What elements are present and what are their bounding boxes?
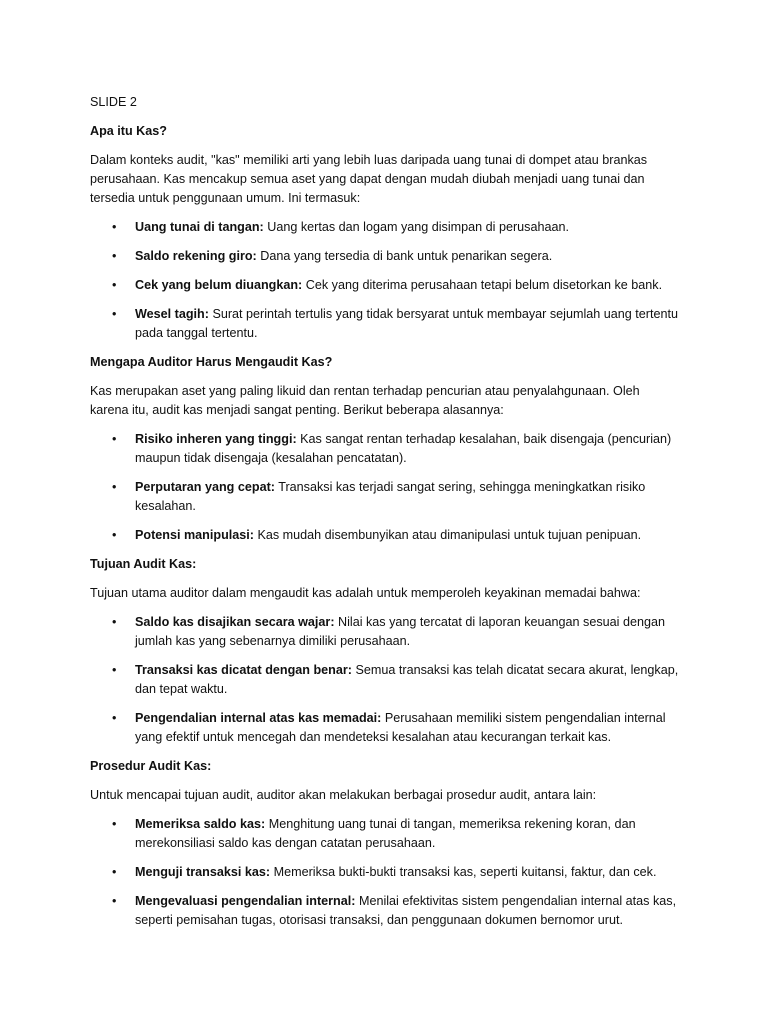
list-item-description: Menilai efektivitas sistem pengendalian internal atas kas, seperti pemisahan tugas, otorisasi transaksi, dan penggunaan dokumen bernomor urut. (135, 894, 677, 927)
list-item-term: Potensi manipulasi: (135, 528, 254, 542)
list-item (90, 892, 680, 930)
section (90, 555, 680, 747)
list-item-description: Semua transaksi kas telah dicatat secara akurat, lengkap, dan tepat waktu. (135, 663, 679, 696)
list-item-term: Pengendalian internal atas kas memadai: (135, 711, 382, 725)
bullet-icon: • (112, 278, 117, 292)
document-body (90, 93, 680, 940)
list-item (90, 613, 680, 651)
section (90, 353, 680, 545)
list-item (90, 305, 680, 343)
bullet-list (90, 815, 680, 930)
list-item (90, 526, 680, 545)
list-item-term: Cek yang belum diuangkan: (135, 278, 303, 292)
bullet-icon: • (112, 865, 117, 879)
bullet-icon: • (112, 894, 117, 908)
section-heading: Apa itu Kas? (90, 124, 167, 138)
section (90, 757, 680, 930)
bullet-icon: • (112, 249, 117, 263)
list-item (90, 478, 680, 516)
list-item (90, 815, 680, 853)
bullet-list (90, 218, 680, 343)
list-item (90, 863, 680, 882)
list-item-description: Dana yang tersedia di bank untuk penarikan segera. (256, 249, 553, 263)
section-paragraph: Dalam konteks audit, "kas" memiliki arti yang lebih luas daripada uang tunai di dompet atau brankas perusahaan. Kas mencakup semua aset yang dapat dengan mudah diubah menjadi uang tunai dan tersedia untuk penggunaan umum. Ini termasuk: (90, 153, 648, 205)
list-item-term: Mengevaluasi pengendalian internal: (135, 894, 356, 908)
section-paragraph: Kas merupakan aset yang paling likuid dan rentan terhadap pencurian atau penyalahgunaan. Oleh karena itu, audit kas menjadi sangat penting. Berikut beberapa alasannya: (90, 384, 640, 417)
section-heading: Prosedur Audit Kas: (90, 759, 212, 773)
slide-label: SLIDE 2 (90, 95, 137, 109)
list-item-description: Transaksi kas terjadi sangat sering, sehingga meningkatkan risiko kesalahan. (135, 480, 646, 513)
bullet-icon: • (112, 480, 117, 494)
bullet-list (90, 430, 680, 545)
bullet-icon: • (112, 432, 117, 446)
section-heading: Mengapa Auditor Harus Mengaudit Kas? (90, 355, 333, 369)
list-item-description: Uang kertas dan logam yang disimpan di perusahaan. (263, 220, 569, 234)
section-paragraph: Untuk mencapai tujuan audit, auditor akan melakukan berbagai prosedur audit, antara lain: (90, 788, 597, 802)
sections-container (90, 122, 680, 930)
list-item (90, 218, 680, 237)
bullet-icon: • (112, 817, 117, 831)
list-item-description: Cek yang diterima perusahaan tetapi belum disetorkan ke bank. (302, 278, 663, 292)
bullet-icon: • (112, 528, 117, 542)
list-item (90, 247, 680, 266)
list-item-term: Uang tunai di tangan: (135, 220, 264, 234)
list-item-term: Perputaran yang cepat: (135, 480, 275, 494)
list-item (90, 661, 680, 699)
list-item (90, 430, 680, 468)
list-item-description: Menghitung uang tunai di tangan, memeriksa rekening koran, dan merekonsiliasi saldo kas dengan catatan perusahaan. (135, 817, 636, 850)
list-item-description: Memeriksa bukti-bukti transaksi kas, seperti kuitansi, faktur, dan cek. (270, 865, 657, 879)
bullet-icon: • (112, 711, 117, 725)
list-item-description: Nilai kas yang tercatat di laporan keuangan sesuai dengan jumlah kas yang sebenarnya dimiliki perusahaan. (135, 615, 665, 648)
list-item (90, 276, 680, 295)
bullet-icon: • (112, 615, 117, 629)
list-item-description: Kas mudah disembunyikan atau dimanipulasi untuk tujuan penipuan. (253, 528, 642, 542)
list-item-term: Risiko inheren yang tinggi: (135, 432, 297, 446)
list-item-term: Menguji transaksi kas: (135, 865, 271, 879)
list-item-term: Memeriksa saldo kas: (135, 817, 266, 831)
section (90, 122, 680, 343)
bullet-list (90, 613, 680, 747)
bullet-icon: • (112, 220, 117, 234)
bullet-icon: • (112, 663, 117, 677)
list-item-term: Saldo rekening giro: (135, 249, 257, 263)
list-item (90, 709, 680, 747)
bullet-icon: • (112, 307, 117, 321)
list-item-description: Kas sangat rentan terhadap kesalahan, baik disengaja (pencurian) maupun tidak disengaja (kesalahan pencatatan). (135, 432, 672, 465)
list-item-description: Surat perintah tertulis yang tidak bersyarat untuk membayar sejumlah uang tertentu pada tanggal tertentu. (135, 307, 678, 340)
list-item-term: Transaksi kas dicatat dengan benar: (135, 663, 352, 677)
section-heading: Tujuan Audit Kas: (90, 557, 197, 571)
section-paragraph: Tujuan utama auditor dalam mengaudit kas adalah untuk memperoleh keyakinan memadai bahwa: (90, 586, 641, 600)
list-item-description: Perusahaan memiliki sistem pengendalian internal yang efektif untuk mencegah dan mendeteksi kesalahan atau kecurangan terkait kas. (135, 711, 666, 744)
list-item-term: Wesel tagih: (135, 307, 209, 321)
list-item-term: Saldo kas disajikan secara wajar: (135, 615, 335, 629)
